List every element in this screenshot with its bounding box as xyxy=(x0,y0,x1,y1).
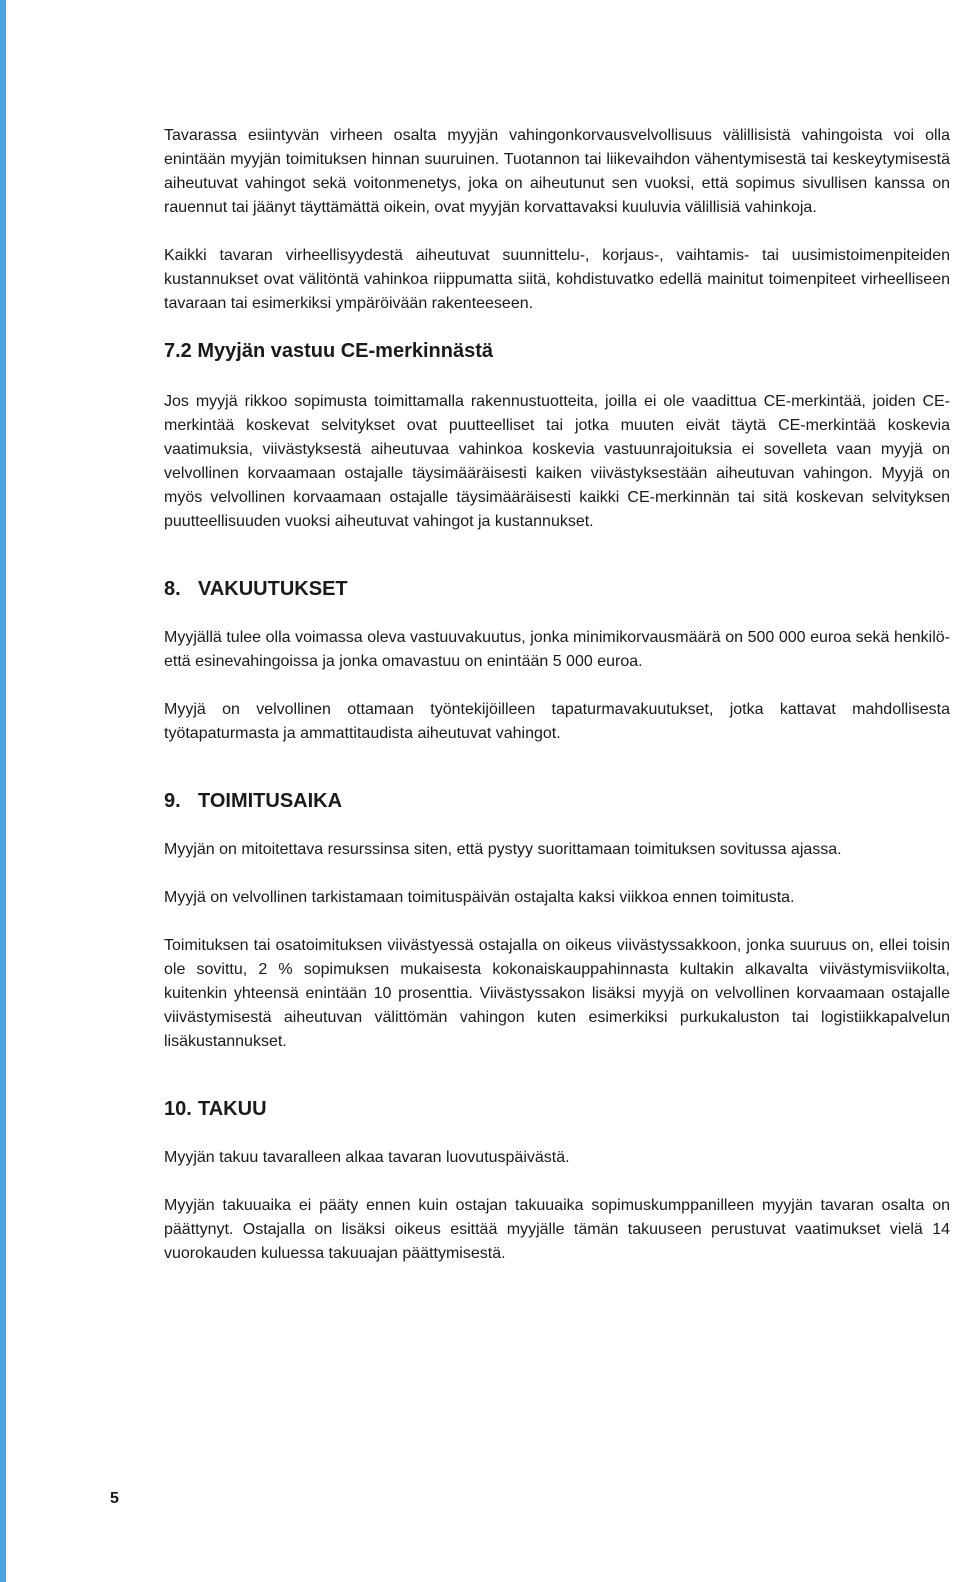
section-9-paragraph-3: Toimituksen tai osatoimituksen viivästyessä ostajalla on oikeus viivästyssakkoon, jonka suuruus on, ellei toisin ole sovittu, 2 % sopimuksen mukaisesta kokonaiskauppahinnasta kultakin alkavalta viivästymisviikolta, kuitenkin yhteensä enintään 10 prosenttia. Viivästyssakon lisäksi myyjä on velvollinen korvaamaan ostajalle viivästymisestä aiheutuvan välittömän vahingon kuten esimerkiksi purkukaluston tai logistiikkapalvelun lisäkustannukset. xyxy=(164,937,950,1050)
section-10-number: 10. xyxy=(164,1098,192,1120)
section-10-title: TAKUU xyxy=(198,1098,267,1120)
section-8-number: 8. xyxy=(164,578,181,600)
section-8-paragraph-2: Myyjä on velvollinen ottamaan työntekijöilleen tapaturmavakuutukset, jotka kattavat mahdollisesta työtapaturmasta ja ammattitaudista aiheutuvat vahingot. xyxy=(164,701,950,742)
section-8-title: VAKUUTUKSET xyxy=(198,578,348,600)
section-9-heading xyxy=(164,788,950,814)
document-body xyxy=(164,124,950,1266)
section-9-number: 9. xyxy=(164,790,181,812)
section-7-2-paragraph: Jos myyjä rikkoo sopimusta toimittamalla rakennustuotteita, joilla ei ole vaadittua CE-merkintää, joiden CE-merkintää koskevat selvitykset ovat puutteelliset tai jotka muuten eivät täytä CE-merkintää koskevia vaatimuksia, viivästyksestä aiheutuvaa vahinkoa koskevia vastuunrajoituksia ei sovelleta vaan myyjä on velvollinen korvaamaan ostajalle täysimääräisesti kaiken viivästyksestään aiheutuvan vahingon. Myyjä on myös velvollinen korvaamaan ostajalle täysimääräisesti kaikki CE-merkinnän tai sitä koskevan selvityksen puutteellisuuden vuoksi aiheutuvat vahingot ja kustannukset. xyxy=(164,393,950,530)
section-9-paragraph-1: Myyjän on mitoitettava resurssinsa siten, että pystyy suorittamaan toimituksen sovitussa ajassa. xyxy=(164,841,842,858)
section-9-title: TOIMITUSAIKA xyxy=(198,790,343,812)
section-7-2-heading: 7.2 Myyjän vastuu CE-merkinnästä xyxy=(164,340,494,362)
section-10-paragraph-1: Myyjän takuu tavaralleen alkaa tavaran luovutuspäivästä. xyxy=(164,1149,570,1166)
section-8-heading xyxy=(164,576,950,602)
section-10-paragraph-2: Myyjän takuuaika ei pääty ennen kuin ostajan takuuaika sopimuskumppanilleen myyjän tavaran osalta on päättynyt. Ostajalla on lisäksi oikeus esittää myyjälle tämän takuuseen perustuvat vaatimukset vielä 14 vuorokauden kuluessa takuuajan päättymisestä. xyxy=(164,1197,950,1262)
section-9-paragraph-2: Myyjä on velvollinen tarkistamaan toimituspäivän ostajalta kaksi viikkoa ennen toimitusta. xyxy=(164,889,795,906)
liability-paragraph-1: Tavarassa esiintyvän virheen osalta myyjän vahingonkorvausvelvollisuus välillisistä vahingoista voi olla enintään myyjän toimituksen hinnan suuruinen. Tuotannon tai liikevaihdon vähentymisestä tai keskeytymisestä aiheutuvat vahingot sekä voitonmenetys, joka on aiheutunut sen vuoksi, että sopimus sivullisen kanssa on rauennut tai jäänyt täyttämättä oikein, ovat myyjän korvattavaksi kuuluvia välillisiä vahinkoja. xyxy=(164,127,950,216)
liability-paragraph-2: Kaikki tavaran virheellisyydestä aiheutuvat suunnittelu-, korjaus-, vaihtamis- tai uusimistoimenpiteiden kustannukset ovat välitöntä vahinkoa riippumatta siitä, kohdistuvatko edellä mainitut toimenpiteet virheelliseen tavaraan tai esimerkiksi ympäröivään rakenteeseen. xyxy=(164,247,950,312)
section-8-paragraph-1: Myyjällä tulee olla voimassa oleva vastuuvakuutus, jonka minimikorvausmäärä on 500 000 euroa sekä henkilö- että esinevahingoissa ja jonka omavastuu on enintään 5 000 euroa. xyxy=(164,629,950,670)
section-10-heading xyxy=(164,1096,950,1122)
page-edge-stripe xyxy=(0,0,6,1582)
page-number: 5 xyxy=(110,1490,119,1507)
